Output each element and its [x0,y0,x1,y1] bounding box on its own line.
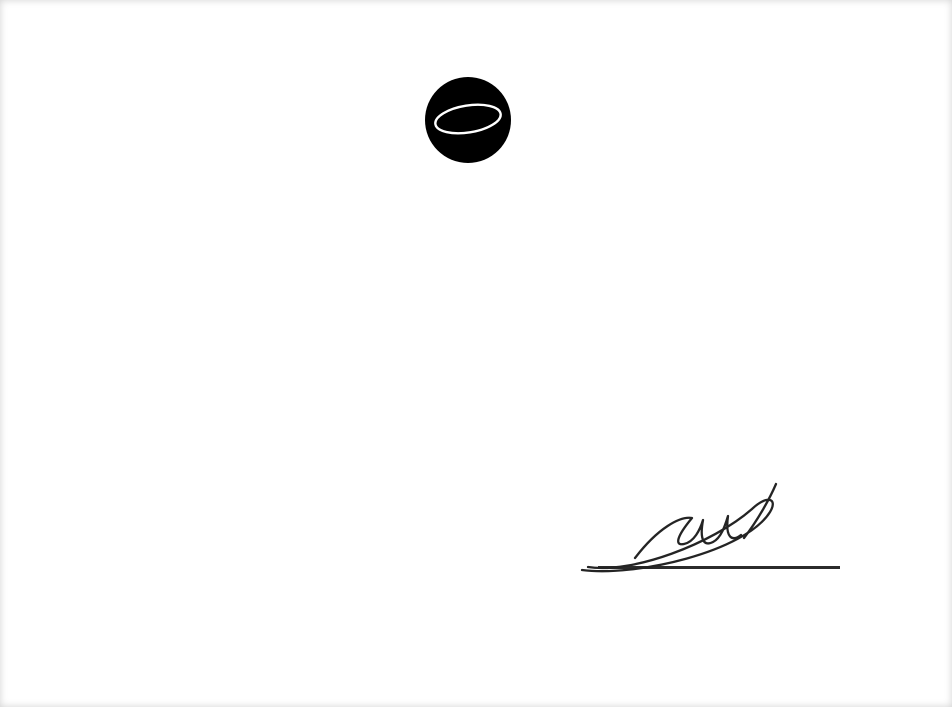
handwritten-signature [582,484,776,571]
border-bottom-ornament [0,641,952,695]
border-top-ornament [0,6,952,56]
university-logo [396,56,540,190]
border-right-ornament [890,10,950,705]
official-stamp [540,480,748,668]
signature-rule [598,566,840,569]
